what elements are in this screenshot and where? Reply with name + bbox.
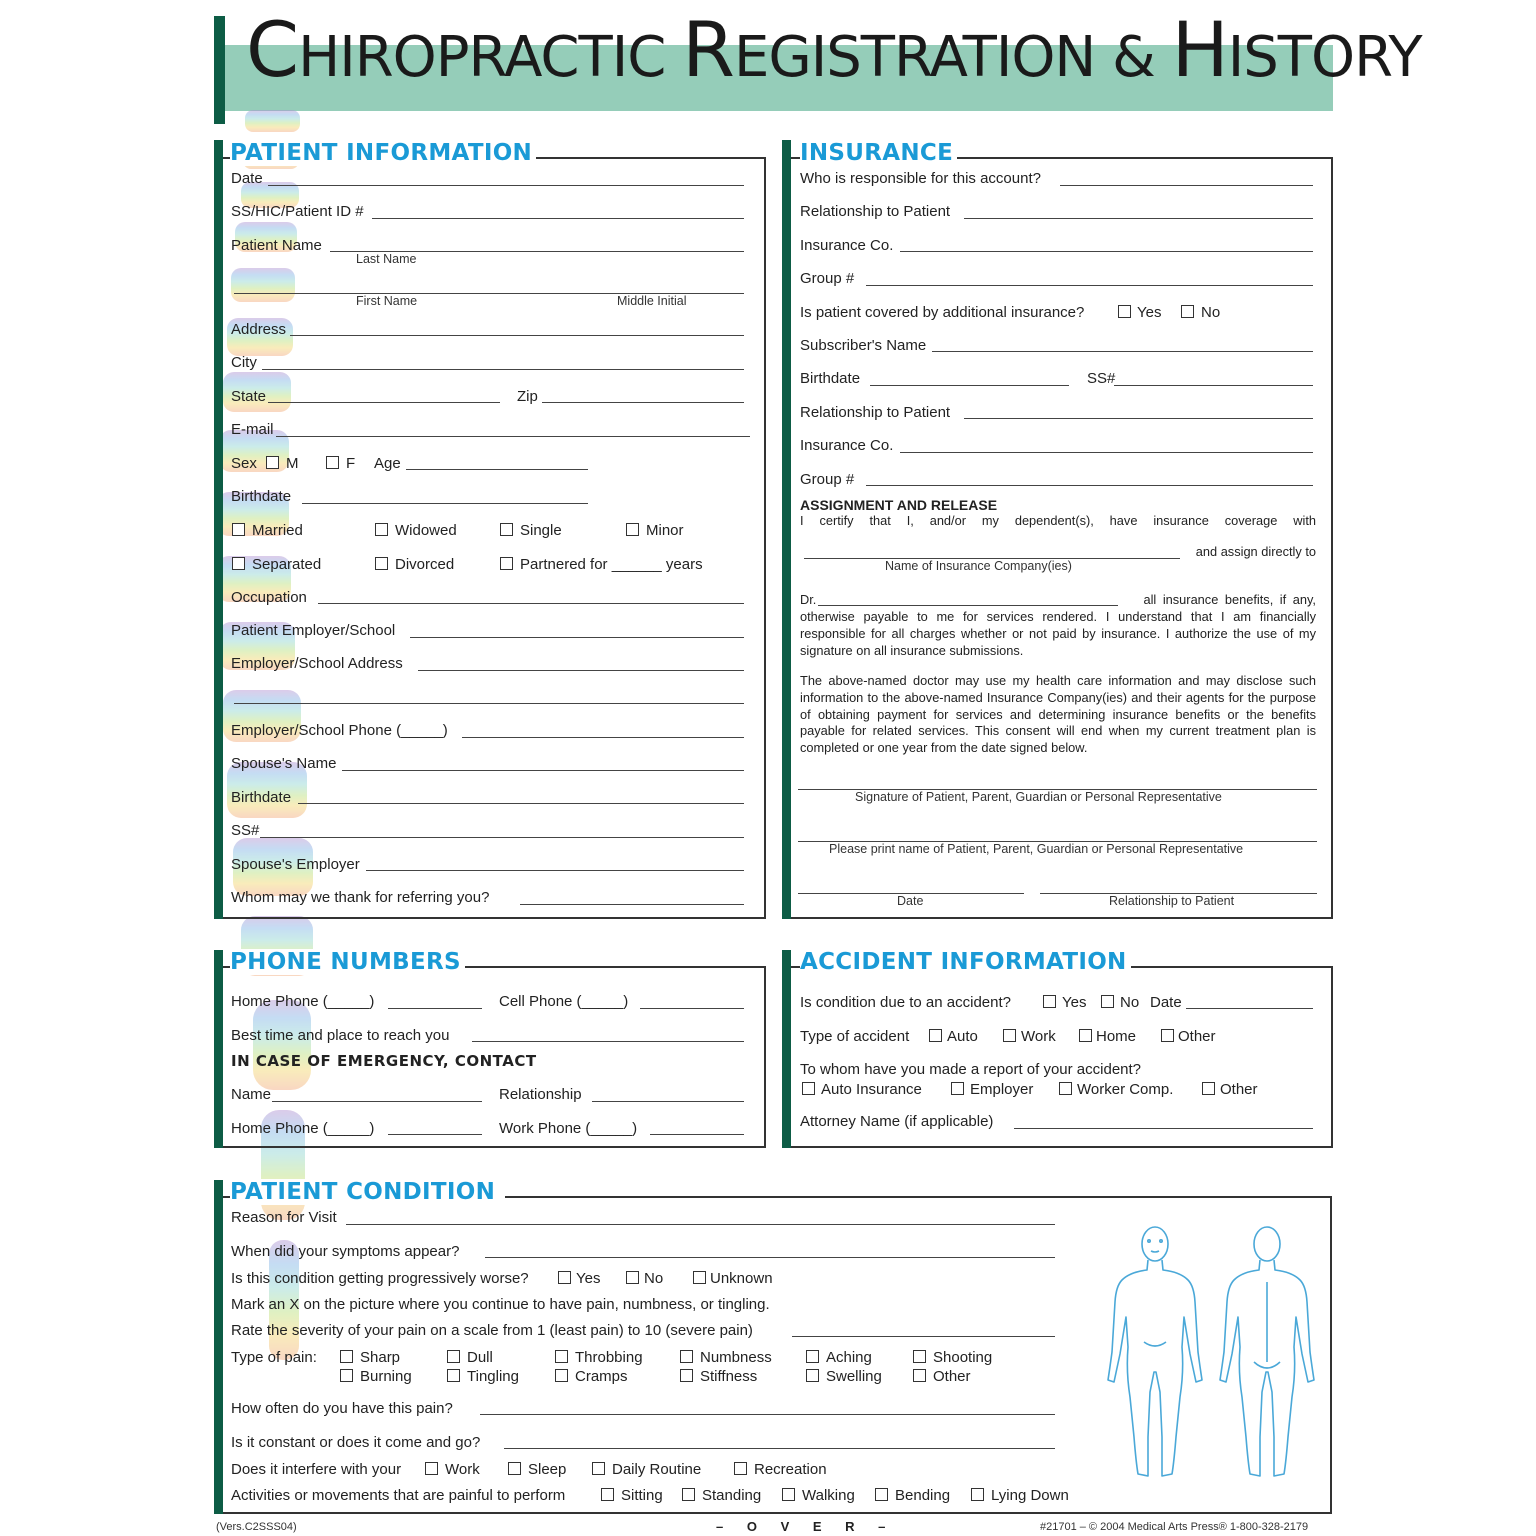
pain-type-label: Type of pain: — [231, 1349, 317, 1366]
pain-shooting-label: Shooting — [933, 1349, 993, 1366]
activity-bending-label: Bending — [895, 1487, 951, 1504]
worse-no-label: No — [644, 1270, 664, 1287]
accident-yes-label: Yes — [1062, 994, 1087, 1011]
pain-swelling-label: Swelling — [826, 1368, 882, 1385]
over-footer: – O V E R – — [716, 1519, 896, 1534]
pain-tingling-label: Tingling — [467, 1368, 519, 1385]
phone-heading: PHONE NUMBERS — [230, 949, 465, 975]
pain-throbbing-checkbox[interactable] — [555, 1350, 568, 1363]
certify-text: I certify that I, and/or my dependent(s), have insurance coverage with — [800, 513, 1316, 528]
consent-paragraph-1: otherwise payable to me for services rendered. I understand that I am financially responsible for all charges whether or not paid by insurance. I authorize the use of my signature on all insurance submissions. — [800, 609, 1316, 658]
attorney-field[interactable] — [1014, 1128, 1313, 1129]
constant-field[interactable] — [504, 1448, 1055, 1449]
subscriber-label: Subscriber's Name — [800, 337, 927, 354]
activity-lying-label: Lying Down — [991, 1487, 1069, 1504]
partnered-checkbox[interactable] — [500, 557, 513, 570]
accident-type-label: Type of accident — [800, 1028, 910, 1045]
pain-sharp-label: Sharp — [360, 1349, 401, 1366]
zip-field[interactable] — [542, 402, 744, 403]
version-footer: (Vers.C2SSS04) — [216, 1521, 297, 1533]
type-work-checkbox[interactable] — [1003, 1029, 1016, 1042]
accident-heading: ACCIDENT INFORMATION — [800, 949, 1131, 975]
activity-standing-label: Standing — [702, 1487, 762, 1504]
activity-lying-checkbox[interactable] — [971, 1488, 984, 1501]
occupation-label: Occupation — [231, 589, 307, 606]
accident-bar — [782, 950, 791, 1148]
responsible-label: Who is responsible for this account? — [800, 170, 1041, 187]
cell-phone-label: Cell Phone (_____) — [499, 993, 629, 1010]
activity-sitting-checkbox[interactable] — [601, 1488, 614, 1501]
patient-name-label: Patient Name — [231, 237, 322, 254]
type-other-checkbox[interactable] — [1161, 1029, 1174, 1042]
ss-id-field[interactable] — [372, 218, 744, 219]
minor-label: Minor — [646, 522, 684, 539]
emergency-home-label: Home Phone (_____) — [231, 1120, 375, 1137]
signature-caption: Signature of Patient, Parent, Guardian or Personal Representative — [855, 790, 1222, 804]
email-label: E-mail — [231, 421, 274, 438]
type-work-label: Work — [1021, 1028, 1056, 1045]
type-auto-checkbox[interactable] — [929, 1029, 942, 1042]
report-employer-label: Employer — [970, 1081, 1034, 1098]
spouse-ss-label: SS# — [231, 822, 260, 839]
age-field[interactable] — [406, 469, 588, 470]
rate-label: Rate the severity of your pain on a scale from 1 (least pain) to 10 (severe pain) — [231, 1322, 753, 1339]
pain-swelling-checkbox[interactable] — [806, 1369, 819, 1382]
pain-dull-label: Dull — [467, 1349, 493, 1366]
first-name-caption: First Name — [356, 294, 418, 308]
patient-info-bar — [214, 140, 223, 919]
employer-address-field[interactable] — [418, 670, 744, 671]
divorced-checkbox[interactable] — [375, 557, 388, 570]
employer-phone-field[interactable] — [462, 737, 744, 738]
worse-yes-checkbox[interactable] — [558, 1271, 571, 1284]
pain-tingling-checkbox[interactable] — [447, 1369, 460, 1382]
relationship-field[interactable] — [964, 218, 1313, 219]
state-field[interactable] — [268, 402, 500, 403]
print-name-caption: Please print name of Patient, Parent, Guardian or Personal Representative — [829, 842, 1244, 856]
report-other-checkbox[interactable] — [1202, 1082, 1215, 1095]
last-name-caption: Last Name — [356, 252, 417, 266]
pain-burning-label: Burning — [360, 1368, 412, 1385]
best-time-label: Best time and place to reach you — [231, 1027, 450, 1044]
page-title: CHIROPRACTIC REGISTRATION & HISTORY — [246, 5, 1422, 94]
group2-field[interactable] — [866, 485, 1313, 486]
interfere-label: Does it interfere with your — [231, 1461, 402, 1478]
company-caption: Name of Insurance Company(ies) — [885, 559, 1072, 573]
middle-initial-caption: Middle Initial — [617, 294, 687, 308]
dr-label: Dr. — [800, 592, 817, 607]
consent-paragraph-2: The above-named doctor may use my health care information and may disclose such information to the above-named Insurance Company(ies) and their agents for the purpose of obtaining payment for services and determining insurance benefits or the benefits payable for related services. This consent will end when my current treatment plan is completed or one year from the date signed below. — [800, 673, 1316, 756]
pain-other-label: Other — [933, 1368, 971, 1385]
widowed-checkbox[interactable] — [375, 523, 388, 536]
condition-bar — [214, 1180, 223, 1514]
worse-unknown-checkbox[interactable] — [693, 1271, 706, 1284]
activities-label: Activities or movements that are painful to perform — [231, 1487, 566, 1504]
relationship2-field[interactable] — [964, 418, 1313, 419]
email-field[interactable] — [276, 436, 750, 437]
employer-field[interactable] — [410, 637, 744, 638]
pain-dull-checkbox[interactable] — [447, 1350, 460, 1363]
insurance-bar — [782, 140, 791, 919]
insurance-co2-label: Insurance Co. — [800, 437, 894, 454]
address-field[interactable] — [290, 335, 744, 336]
ss-id-label: SS/HIC/Patient ID # — [231, 203, 364, 220]
spouse-name-field[interactable] — [342, 770, 744, 771]
ins-birthdate-field[interactable] — [870, 385, 1069, 386]
relationship2-label: Relationship to Patient — [800, 404, 951, 421]
report-workers-comp-checkbox[interactable] — [1059, 1082, 1072, 1095]
report-employer-checkbox[interactable] — [951, 1082, 964, 1095]
type-home-checkbox[interactable] — [1079, 1029, 1092, 1042]
employer-phone-label: Employer/School Phone (_____) — [231, 722, 448, 739]
pain-throbbing-label: Throbbing — [575, 1349, 643, 1366]
pain-aching-checkbox[interactable] — [806, 1350, 819, 1363]
birthdate-label: Birthdate — [231, 488, 292, 505]
type-home-label: Home — [1096, 1028, 1137, 1045]
pain-burning-checkbox[interactable] — [340, 1369, 353, 1382]
additional-yes-checkbox[interactable] — [1118, 305, 1131, 318]
group2-label: Group # — [800, 471, 855, 488]
report-auto-ins-checkbox[interactable] — [802, 1082, 815, 1095]
spouse-birthdate-label: Birthdate — [231, 789, 292, 806]
how-often-label: How often do you have this pain? — [231, 1400, 453, 1417]
worse-no-checkbox[interactable] — [626, 1271, 639, 1284]
emergency-work-label: Work Phone (_____) — [499, 1120, 638, 1137]
single-checkbox[interactable] — [500, 523, 513, 536]
body-front-figure[interactable] — [1100, 1222, 1210, 1484]
insurance-co-field[interactable] — [900, 251, 1313, 252]
date-label: Date — [231, 170, 263, 187]
how-often-field[interactable] — [480, 1414, 1055, 1415]
employer-label: Patient Employer/School — [231, 622, 396, 639]
accident-no-checkbox[interactable] — [1101, 995, 1114, 1008]
insurance-co2-field[interactable] — [900, 452, 1313, 453]
report-auto-ins-label: Auto Insurance — [821, 1081, 922, 1098]
pain-aching-label: Aching — [826, 1349, 872, 1366]
phone-bar — [214, 950, 223, 1148]
spouse-name-label: Spouse's Name — [231, 755, 337, 772]
minor-checkbox[interactable] — [626, 523, 639, 536]
rate-field[interactable] — [792, 1336, 1055, 1337]
occupation-field[interactable] — [318, 603, 744, 604]
emergency-relationship-field[interactable] — [592, 1101, 744, 1102]
additional-yes-label: Yes — [1137, 304, 1162, 321]
pain-other-checkbox[interactable] — [913, 1369, 926, 1382]
copyright-footer: #21701 – © 2004 Medical Arts Press® 1-800-328-2179 — [1040, 1521, 1309, 1533]
date-field[interactable] — [268, 185, 744, 186]
married-label: Married — [252, 522, 303, 539]
group-field[interactable] — [866, 285, 1313, 286]
accident-no-label: No — [1120, 994, 1140, 1011]
age-label: Age — [374, 455, 401, 472]
spouse-ss-field[interactable] — [260, 837, 744, 838]
pain-stiffness-checkbox[interactable] — [680, 1369, 693, 1382]
additional-label: Is patient covered by additional insurance? — [800, 304, 1085, 321]
interfere-sleep-label: Sleep — [528, 1461, 567, 1478]
additional-no-checkbox[interactable] — [1181, 305, 1194, 318]
worse-unknown-label: Unknown — [710, 1270, 773, 1287]
assignment-heading: ASSIGNMENT AND RELEASE — [800, 497, 998, 513]
employer-address-label: Employer/School Address — [231, 655, 403, 672]
constant-label: Is it constant or does it come and go? — [231, 1434, 481, 1451]
relationship-label: Relationship to Patient — [800, 203, 951, 220]
subscriber-field[interactable] — [932, 351, 1313, 352]
zip-label: Zip — [517, 388, 538, 405]
emergency-name-label: Name — [231, 1086, 272, 1103]
widowed-label: Widowed — [395, 522, 457, 539]
accident-yes-checkbox[interactable] — [1043, 995, 1056, 1008]
referral-label: Whom may we thank for referring you? — [231, 889, 490, 906]
emergency-relationship-label: Relationship — [499, 1086, 582, 1103]
patient-info-heading: PATIENT INFORMATION — [230, 140, 536, 166]
pain-numbness-label: Numbness — [700, 1349, 772, 1366]
accident-date-label: Date — [1150, 994, 1182, 1011]
benefits-text: all insurance benefits, if any, — [1143, 592, 1316, 607]
interfere-daily-label: Daily Routine — [612, 1461, 702, 1478]
address-label: Address — [231, 321, 287, 338]
when-label: When did your symptoms appear? — [231, 1243, 460, 1260]
reason-label: Reason for Visit — [231, 1209, 337, 1226]
pain-cramps-label: Cramps — [575, 1368, 628, 1385]
accident-date-field[interactable] — [1186, 1008, 1313, 1009]
sign-date-caption: Date — [897, 894, 924, 908]
separated-label: Separated — [252, 556, 322, 573]
interfere-sleep-checkbox[interactable] — [508, 1462, 521, 1475]
ins-ss-label: SS# — [1087, 370, 1116, 387]
interfere-daily-checkbox[interactable] — [592, 1462, 605, 1475]
report-other-label: Other — [1220, 1081, 1258, 1098]
emergency-work-field[interactable] — [650, 1134, 744, 1135]
assign-text: and assign directly to — [1195, 544, 1316, 559]
cell-phone-field[interactable] — [640, 1008, 744, 1009]
employer-address-field-2[interactable] — [234, 703, 744, 704]
separated-checkbox[interactable] — [232, 557, 245, 570]
birthdate-field[interactable] — [302, 503, 588, 504]
pain-shooting-checkbox[interactable] — [913, 1350, 926, 1363]
spouse-employer-label: Spouse's Employer — [231, 856, 360, 873]
home-phone-field[interactable] — [388, 1008, 482, 1009]
partnered-label: Partnered for ______ years — [520, 556, 703, 573]
interfere-recreation-label: Recreation — [754, 1461, 827, 1478]
ins-birthdate-label: Birthdate — [800, 370, 861, 387]
spouse-birthdate-field[interactable] — [298, 803, 744, 804]
attorney-label: Attorney Name (if applicable) — [800, 1113, 994, 1130]
activity-walking-label: Walking — [802, 1487, 855, 1504]
emergency-home-field[interactable] — [388, 1134, 482, 1135]
referral-field[interactable] — [520, 904, 744, 905]
divorced-label: Divorced — [395, 556, 455, 573]
sex-m-checkbox[interactable] — [266, 456, 279, 469]
doctor-field[interactable] — [818, 605, 1118, 606]
insurance-heading: INSURANCE — [800, 140, 957, 166]
accident-due-label: Is condition due to an accident? — [800, 994, 1011, 1011]
married-checkbox[interactable] — [232, 523, 245, 536]
emergency-name-field[interactable] — [272, 1101, 482, 1102]
activity-walking-checkbox[interactable] — [782, 1488, 795, 1501]
city-label: City — [231, 354, 257, 371]
activity-bending-checkbox[interactable] — [875, 1488, 888, 1501]
spouse-employer-field[interactable] — [366, 870, 744, 871]
responsible-field[interactable] — [1060, 185, 1313, 186]
worse-yes-label: Yes — [576, 1270, 601, 1287]
condition-heading: PATIENT CONDITION — [230, 1179, 505, 1205]
report-workers-comp-label: Worker Comp. — [1077, 1081, 1174, 1098]
when-field[interactable] — [485, 1257, 1055, 1258]
sex-m-label: M — [286, 455, 299, 472]
group-label: Group # — [800, 270, 855, 287]
activity-sitting-label: Sitting — [621, 1487, 663, 1504]
worse-label: Is this condition getting progressively worse? — [231, 1270, 529, 1287]
interfere-work-checkbox[interactable] — [425, 1462, 438, 1475]
state-label: State — [231, 388, 267, 405]
interfere-work-label: Work — [445, 1461, 480, 1478]
body-back-figure[interactable] — [1212, 1222, 1322, 1484]
sex-f-checkbox[interactable] — [326, 456, 339, 469]
report-label: To whom have you made a report of your accident? — [800, 1061, 1142, 1078]
best-time-field[interactable] — [472, 1041, 744, 1042]
type-other-label: Other — [1178, 1028, 1216, 1045]
ins-ss-field[interactable] — [1114, 385, 1313, 386]
insurance-co-label: Insurance Co. — [800, 237, 894, 254]
additional-no-label: No — [1201, 304, 1221, 321]
mark-instruction: Mark an X on the picture where you continue to have pain, numbness, or tingling. — [231, 1296, 770, 1313]
single-label: Single — [520, 522, 562, 539]
sign-relationship-caption: Relationship to Patient — [1109, 894, 1235, 908]
pain-stiffness-label: Stiffness — [700, 1368, 758, 1385]
city-field[interactable] — [262, 369, 744, 370]
pain-numbness-checkbox[interactable] — [680, 1350, 693, 1363]
sex-f-label: F — [346, 455, 356, 472]
pain-cramps-checkbox[interactable] — [555, 1369, 568, 1382]
emergency-heading: IN CASE OF EMERGENCY, CONTACT — [231, 1052, 537, 1070]
pain-sharp-checkbox[interactable] — [340, 1350, 353, 1363]
reason-field[interactable] — [346, 1224, 1055, 1225]
interfere-recreation-checkbox[interactable] — [734, 1462, 747, 1475]
sex-label: Sex — [231, 455, 257, 472]
home-phone-label: Home Phone (_____) — [231, 993, 375, 1010]
type-auto-label: Auto — [947, 1028, 978, 1045]
activity-standing-checkbox[interactable] — [682, 1488, 695, 1501]
